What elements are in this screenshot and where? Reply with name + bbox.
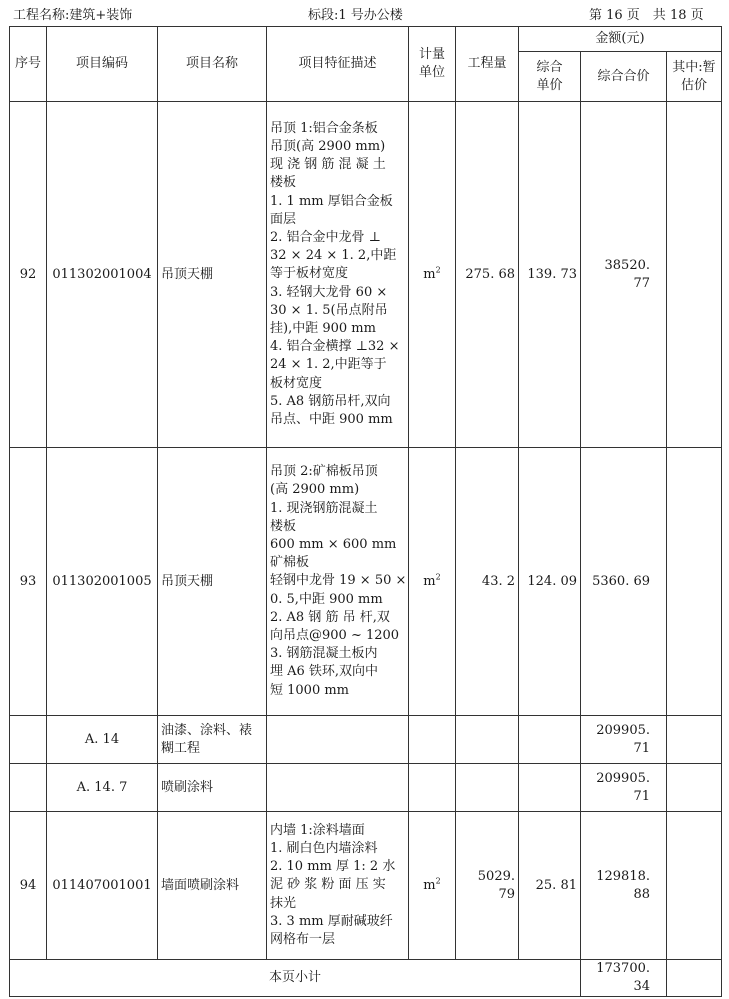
code-cell: 011302001004 [47, 102, 158, 448]
unit-cell [409, 448, 456, 716]
unit-price-cell [519, 764, 581, 812]
desc-line: 2. 铝合金中龙骨 ⊥ [270, 229, 381, 245]
desc-line: 3. 轻钢大龙骨 60 × [270, 284, 388, 300]
col-qty-header: 工程量 [456, 27, 519, 102]
desc-line: 挂),中距 900 mm [270, 321, 376, 336]
qty-cell: 43. 2 [456, 448, 519, 716]
unit-price-cell: 124. 09 [519, 448, 581, 716]
desc-line: 楼板 [270, 175, 297, 191]
unit-exponent: 2 [435, 572, 441, 582]
desc-line: 抹光 [270, 895, 297, 911]
desc-line: 板材宽度 [270, 375, 323, 391]
qty-cell: 275. 68 [456, 102, 519, 448]
subtotal-provisional [667, 960, 722, 997]
desc-cell [267, 716, 409, 764]
desc-line: 吊点、中距 900 mm [270, 412, 393, 428]
qty-cell [456, 764, 519, 812]
col-desc-header: 项目特征描述 [267, 27, 409, 102]
unit-text: m [423, 266, 436, 282]
total-cell: 129818. 88 [581, 812, 667, 960]
subtotal-label: 本页小计 [10, 960, 581, 997]
subtotal-total: 173700. 34 [581, 960, 667, 997]
desc-line: 1. 1 mm 厚铝合金板 [270, 193, 393, 209]
col-seq-header: 序号 [10, 27, 47, 102]
desc-line: 1. 现浇钢筋混凝土 [270, 500, 378, 516]
total-cell: 38520. 77 [581, 102, 667, 448]
seq-cell: 93 [10, 448, 47, 716]
desc-line: (高 2900 mm) [270, 482, 360, 498]
desc-line: 网格布一层 [270, 932, 336, 947]
seq-cell: 94 [10, 812, 47, 960]
provisional-cell [667, 448, 722, 716]
unit-cell [409, 716, 456, 764]
code-cell: A. 14 [47, 716, 158, 764]
name-cell: 墙面喷刷涂料 [158, 812, 267, 960]
desc-line: 等于板材宽度 [270, 266, 349, 282]
desc-line: 3. 3 mm 厚耐碱玻纤 [270, 913, 393, 929]
desc-line: 2. 10 mm 厚 1: 2 水 [270, 859, 396, 875]
desc-cell [267, 102, 409, 448]
total-cell: 209905. 71 [581, 716, 667, 764]
unit-cell [409, 102, 456, 448]
desc-line: 轻钢中龙骨 19 × 50 × [270, 573, 407, 589]
code-cell: 011302001005 [47, 448, 158, 716]
desc-cell [267, 764, 409, 812]
name-cell: 油漆、涂料、裱糊工程 [158, 716, 267, 764]
total-cell: 5360. 69 [581, 448, 667, 716]
unit-text: m [423, 573, 436, 589]
name-cell: 吊顶天棚 [158, 448, 267, 716]
desc-line: 3. 钢筋混凝土板内 [270, 646, 378, 662]
desc-line: 4. 铝合金横撑 ⊥32 × [270, 339, 400, 355]
code-cell: 011407001001 [47, 812, 158, 960]
table-row [10, 102, 722, 448]
unit-exponent: 2 [435, 265, 441, 275]
bill-of-quantities-table [9, 26, 722, 997]
table-row [10, 448, 722, 716]
unit-cell [409, 812, 456, 960]
desc-line: 矿棉板 [270, 555, 310, 571]
desc-line: 吊顶(高 2900 mm) [270, 138, 386, 154]
desc-line: 内墙 1:涂料墙面 [270, 822, 365, 838]
desc-line: 32 × 24 × 1. 2,中距 [270, 248, 397, 264]
col-total-header: 综合合价 [581, 52, 667, 102]
col-unit-price-header: 综合单价 [519, 52, 581, 102]
unit-text: m [423, 877, 436, 893]
name-cell: 喷刷涂料 [158, 764, 267, 812]
col-provisional-header: 其中:暂估价 [667, 52, 722, 102]
seq-cell: 92 [10, 102, 47, 448]
provisional-cell [667, 764, 722, 812]
desc-line: 向吊点@900 ~ 1200 [270, 628, 400, 643]
desc-line: 0. 5,中距 900 mm [270, 591, 383, 607]
provisional-cell [667, 102, 722, 448]
qty-cell [456, 716, 519, 764]
section-name: 标段:1 号办公楼 [308, 8, 403, 23]
desc-line: 面层 [270, 211, 297, 227]
desc-line: 楼板 [270, 518, 297, 534]
name-cell: 吊顶天棚 [158, 102, 267, 448]
desc-cell [267, 812, 409, 960]
unit-price-cell: 25. 81 [519, 812, 581, 960]
subtotal-row [10, 960, 722, 997]
page-info: 第 16 页 共 18 页 [589, 8, 704, 23]
col-code-header: 项目编码 [47, 27, 158, 102]
unit-exponent: 2 [435, 876, 441, 886]
desc-line: 吊顶 1:铝合金条板 [270, 120, 378, 136]
desc-line: 5. A8 钢筋吊杆,双向 [270, 393, 391, 409]
seq-cell [10, 716, 47, 764]
desc-line: 600 mm × 600 mm [270, 536, 397, 552]
seq-cell [10, 764, 47, 812]
unit-price-cell: 139. 73 [519, 102, 581, 448]
desc-line: 24 × 1. 2,中距等于 [270, 357, 387, 373]
desc-line: 短 1000 mm [270, 682, 350, 698]
unit-cell [409, 764, 456, 812]
project-name: 工程名称:建筑+装饰 [13, 8, 133, 23]
header-row-1 [10, 27, 722, 52]
desc-line: 埋 A6 铁环,双向中 [270, 664, 379, 680]
desc-line: 30 × 1. 5(吊点附吊 [270, 302, 388, 318]
table-row [10, 716, 722, 764]
provisional-cell [667, 812, 722, 960]
desc-cell [267, 448, 409, 716]
desc-line: 现 浇 钢 筋 混 凝 土 [270, 157, 386, 173]
desc-line: 吊顶 2:矿棉板吊顶 [270, 464, 378, 480]
table-row [10, 764, 722, 812]
qty-cell: 5029. 79 [456, 812, 519, 960]
desc-line: 2. A8 钢 筋 吊 杆,双 [270, 609, 390, 625]
total-cell: 209905. 71 [581, 764, 667, 812]
col-name-header: 项目名称 [158, 27, 267, 102]
unit-price-cell [519, 716, 581, 764]
col-unit-header: 计量单位 [409, 27, 456, 102]
provisional-cell [667, 716, 722, 764]
col-amount-group-header: 金额(元) [519, 27, 722, 52]
desc-line: 泥 砂 浆 粉 面 压 实 [270, 877, 386, 893]
code-cell: A. 14. 7 [47, 764, 158, 812]
desc-line: 1. 刷白色内墙涂料 [270, 840, 378, 856]
table-row [10, 812, 722, 960]
